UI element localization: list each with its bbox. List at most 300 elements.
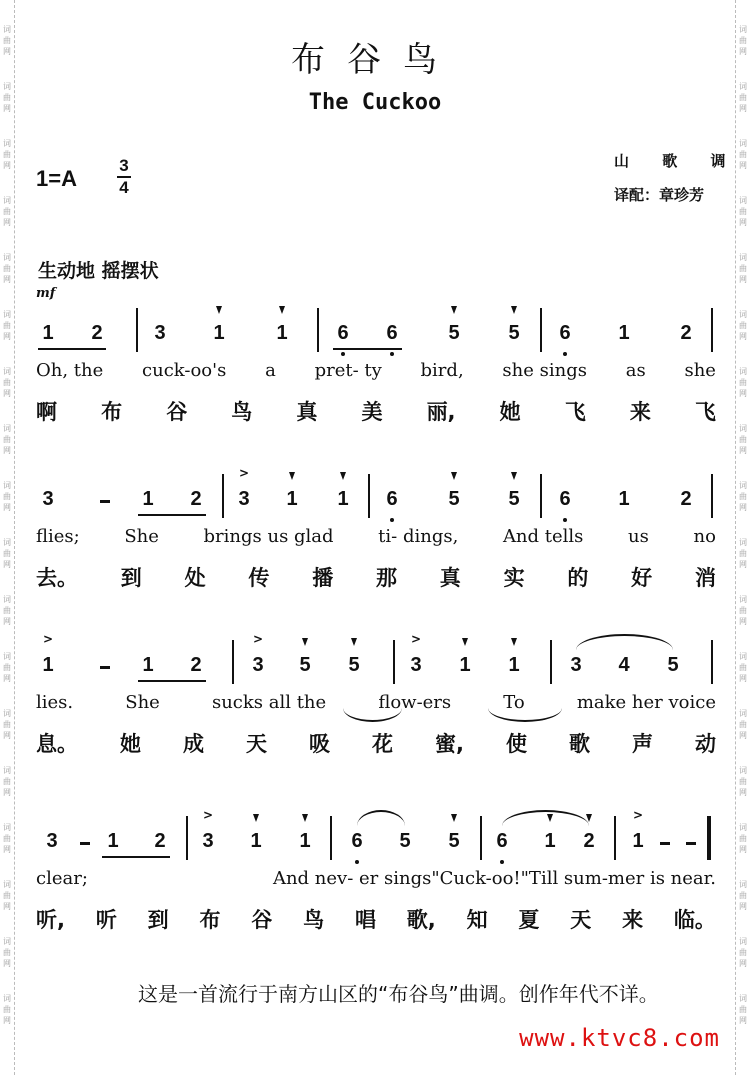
lyrics-english [36,526,716,547]
note: 5 [508,322,520,344]
lyric-char: 声 [631,732,653,756]
note: 3 [238,488,250,510]
margin-glyph: 词 [3,595,11,604]
margin-glyph: 网 [3,275,11,284]
accent-mark: > [252,632,264,646]
lyric-char: 歌 [568,732,590,756]
margin-glyph: 曲 [739,777,747,786]
bar-line [550,640,552,684]
margin-glyph: 曲 [3,150,11,159]
key-signature: 1=A [36,166,77,191]
lyric-word: She [125,692,160,713]
margin-glyph: 词 [739,139,747,148]
bar-line [330,816,332,860]
margin-glyph: 词 [739,595,747,604]
lyric-char: 传 [248,566,270,590]
note: 1 [42,322,54,344]
lyric-word: she sings [502,360,587,381]
margin-glyph: 网 [739,446,747,455]
note: 1 [42,654,54,676]
lyric-char: 真 [439,566,461,590]
margin-glyph: 曲 [739,93,747,102]
margin-glyph: 词 [739,82,747,91]
tempo-marking: 生动地 摇摆状 [38,260,159,282]
note: 3 [202,830,214,852]
lyric-char: 成 [183,732,204,756]
margin-glyph: 词 [3,196,11,205]
slur [357,810,405,826]
margin-glyph: 词 [739,823,747,832]
margin-glyph: 网 [3,332,11,341]
staccato-mark [511,638,517,646]
margin-glyph: 网 [3,104,11,113]
margin-glyph: 网 [739,218,747,227]
lyric-char: 播 [312,566,334,590]
bar-line [393,640,395,684]
accent-mark: > [42,632,54,646]
note: 1 [142,654,154,676]
margin-glyph: 词 [3,253,11,262]
lyric-word: And tells [502,526,584,547]
note: 1 [299,830,311,852]
lyric-char: 到 [147,908,169,932]
margin-glyph: 网 [739,731,747,740]
staccato-mark [451,814,457,822]
margin-glyph: 词 [3,994,11,1003]
note: 2 [154,830,166,852]
note: 3 [46,830,58,852]
lyrics-chinese [36,904,716,934]
bar-line [711,474,713,518]
footnote-text: 这是一首流行于南方山区的“布谷鸟”曲调。创作年代不详。 [138,982,659,1006]
margin-glyph: 曲 [3,606,11,615]
margin-glyph: 词 [739,937,747,946]
margin-glyph: 曲 [739,834,747,843]
margin-glyph: 曲 [3,264,11,273]
lyric-char: 鸟 [303,908,325,932]
bar-line [711,308,713,352]
margin-glyph: 曲 [739,378,747,387]
margin-glyph: 曲 [3,834,11,843]
margin-glyph: 网 [739,389,747,398]
bar-line [480,816,482,860]
margin-glyph: 曲 [3,663,11,672]
margin-glyph: 曲 [739,264,747,273]
margin-glyph: 网 [3,446,11,455]
accent-mark: > [238,466,250,480]
note: 3 [410,654,422,676]
margin-glyph: 词 [3,82,11,91]
sustain-dash [100,666,110,669]
lyric-char: 歌, [406,908,436,932]
note: 5 [667,654,679,676]
lyrics-english [36,868,716,889]
note: 1 [632,830,644,852]
note: 2 [583,830,595,852]
margin-glyph: 曲 [3,207,11,216]
margin-glyph: 网 [739,1016,747,1025]
margin-glyph: 词 [3,880,11,889]
margin-glyph: 网 [3,389,11,398]
note: 3 [252,654,264,676]
note: 3 [570,654,582,676]
bar-line [317,308,319,352]
margin-glyph: 网 [3,731,11,740]
note: 1 [459,654,471,676]
low-octave-dot [390,352,394,356]
margin-glyph: 网 [739,902,747,911]
time-signature [116,156,132,198]
lyric-char: 临。 [673,908,716,932]
margin-glyph: 网 [739,161,747,170]
note: 6 [559,488,571,510]
lyric-char: 知 [466,908,488,932]
note: 5 [508,488,520,510]
note: 2 [91,322,103,344]
margin-glyph: 网 [3,959,11,968]
note: 6 [496,830,508,852]
staccato-mark [511,306,517,314]
margin-glyph: 曲 [3,720,11,729]
note: 2 [190,654,202,676]
time-signature-bottom: 4 [119,178,129,197]
lyrics-chinese [36,728,716,758]
margin-glyph: 曲 [739,606,747,615]
lyric-char: 消 [694,566,716,590]
margin-glyph: 曲 [3,36,11,45]
margin-glyph: 曲 [739,663,747,672]
note: 1 [508,654,520,676]
margin-glyph: 网 [3,788,11,797]
accent-mark: > [632,808,644,822]
lyric-char: 布 [199,908,221,932]
lyric-char: 布 [101,400,123,424]
lyric-word: she [684,360,716,381]
lyric-char: 天 [246,732,267,756]
left-margin-watermark [0,0,15,1075]
lyric-word: To [503,692,525,713]
margin-glyph: 词 [739,652,747,661]
note: 1 [618,322,630,344]
lyric-char: 听, [36,908,65,932]
margin-glyph: 词 [739,25,747,34]
eighth-note-beam [138,514,206,516]
lyric-char: 到 [120,566,142,590]
lyric-char: 花 [372,732,393,756]
lyric-char: 飞 [564,400,586,424]
margin-glyph: 网 [739,104,747,113]
lyric-char: 丽, [426,400,456,424]
lyric-word: no [693,526,716,547]
lyric-char: 来 [622,908,644,932]
margin-glyph: 网 [3,617,11,626]
lyric-word: ti- dings, [378,526,459,547]
margin-glyph: 曲 [3,321,11,330]
bar-line [540,474,542,518]
margin-glyph: 词 [739,880,747,889]
staccato-mark [302,638,308,646]
lyric-char: 啊 [36,400,57,424]
bar-line [707,816,711,860]
eighth-note-beam [333,348,402,350]
lyric-char: 处 [184,566,206,590]
lyric-char: 唱 [354,908,376,932]
margin-glyph: 网 [3,674,11,683]
margin-glyph: 曲 [3,435,11,444]
site-watermark: www.ktvc8.com [519,1024,720,1052]
margin-glyph: 网 [739,959,747,968]
margin-glyph: 网 [3,902,11,911]
bar-line [186,816,188,860]
margin-glyph: 曲 [739,549,747,558]
lyric-word: make her voice [576,692,716,713]
margin-glyph: 网 [739,845,747,854]
lyric-word: us [628,526,649,547]
genre-credit: 山 歌 调 [614,152,740,170]
margin-glyph: 曲 [739,1005,747,1014]
note: 2 [190,488,202,510]
note: 5 [348,654,360,676]
lyric-char: 谷 [251,908,273,932]
lyrics-chinese [36,396,716,426]
note: 5 [299,654,311,676]
margin-glyph: 词 [3,709,11,718]
sustain-dash [660,842,670,845]
staccato-mark [451,472,457,480]
lyric-char: 息。 [36,732,78,756]
bar-line [711,640,713,684]
margin-glyph: 曲 [739,207,747,216]
margin-glyph: 词 [739,310,747,319]
margin-glyph: 曲 [739,435,747,444]
lyric-char: 蜜, [435,732,464,756]
note: 6 [386,488,398,510]
margin-glyph: 词 [3,937,11,946]
margin-glyph: 词 [3,367,11,376]
lyric-char: 她 [499,400,521,424]
accent-mark: > [202,808,214,822]
margin-glyph: 网 [3,161,11,170]
note: 6 [351,830,363,852]
eighth-note-beam [138,680,206,682]
staccato-mark [340,472,346,480]
bar-line [222,474,224,518]
margin-glyph: 网 [739,275,747,284]
note: 1 [276,322,288,344]
margin-glyph: 词 [739,994,747,1003]
lyric-char: 动 [694,732,716,756]
margin-glyph: 曲 [3,948,11,957]
note: 1 [337,488,349,510]
lyric-char: 听 [95,908,117,932]
margin-glyph: 曲 [739,150,747,159]
margin-glyph: 网 [739,560,747,569]
margin-glyph: 网 [739,332,747,341]
note: 6 [559,322,571,344]
margin-glyph: 词 [739,766,747,775]
staccato-mark [279,306,285,314]
margin-glyph: 曲 [3,378,11,387]
lyric-char: 夏 [518,908,540,932]
sustain-dash [100,500,110,503]
time-signature-top: 3 [119,156,129,175]
margin-glyph: 词 [3,424,11,433]
note: 6 [386,322,398,344]
accent-mark: > [410,632,422,646]
margin-glyph: 网 [739,617,747,626]
staccato-mark [289,472,295,480]
lyric-char: 吸 [309,732,330,756]
margin-glyph: 曲 [3,492,11,501]
lyric-char: 来 [629,400,651,424]
margin-glyph: 词 [3,766,11,775]
margin-glyph: 曲 [739,321,747,330]
margin-glyph: 曲 [3,93,11,102]
note: 2 [680,322,692,344]
note: 5 [399,830,411,852]
staccato-mark [216,306,222,314]
lyric-char: 美 [361,400,383,424]
note: 5 [448,322,460,344]
margin-glyph: 曲 [3,1005,11,1014]
note: 2 [680,488,692,510]
margin-glyph: 词 [3,139,11,148]
margin-glyph: 网 [3,1016,11,1025]
lyric-word: pret- ty [314,360,382,381]
margin-glyph: 网 [3,47,11,56]
low-octave-dot [390,518,394,522]
margin-glyph: 曲 [3,549,11,558]
low-octave-dot [355,860,359,864]
lyric-char: 天 [570,908,592,932]
margin-glyph: 网 [739,788,747,797]
margin-glyph: 曲 [3,777,11,786]
margin-glyph: 词 [739,424,747,433]
note: 5 [448,488,460,510]
lyric-char: 鸟 [231,400,253,424]
margin-glyph: 词 [739,253,747,262]
translator-credit: 译配：章珍芳 [614,186,705,204]
note: 5 [448,830,460,852]
lyric-char: 去。 [36,566,78,590]
margin-glyph: 词 [739,196,747,205]
note: 4 [618,654,630,676]
eighth-note-beam [102,856,170,858]
margin-glyph: 曲 [739,948,747,957]
slur [502,810,589,826]
lyric-word: clear; [36,868,88,889]
lyric-word: And nev- er sings"Cuck-oo!"Till sum-mer is near. [272,868,716,889]
staccato-mark [253,814,259,822]
margin-glyph: 曲 [739,891,747,900]
margin-glyph: 曲 [739,720,747,729]
margin-glyph: 词 [739,481,747,490]
lyric-char: 那 [375,566,397,590]
bar-line [540,308,542,352]
low-octave-dot [341,352,345,356]
lyric-char: 谷 [166,400,188,424]
lyric-char: 使 [505,732,527,756]
low-octave-dot [500,860,504,864]
staccato-mark [511,472,517,480]
lyric-word: flies; [36,526,80,547]
bar-line [232,640,234,684]
bar-line [136,308,138,352]
lyric-char: 的 [567,566,589,590]
song-title-english: The Cuckoo [308,90,442,115]
margin-glyph: 网 [3,560,11,569]
note: 3 [154,322,166,344]
lyric-char: 她 [120,732,141,756]
lyric-char: 飞 [694,400,716,424]
margin-glyph: 词 [739,709,747,718]
lyrics-chinese [36,562,716,592]
staccato-mark [302,814,308,822]
margin-glyph: 词 [3,652,11,661]
note: 1 [618,488,630,510]
bar-line [614,816,616,860]
margin-glyph: 曲 [3,891,11,900]
staccato-mark [351,638,357,646]
margin-glyph: 词 [3,823,11,832]
margin-glyph: 词 [739,538,747,547]
bar-line [368,474,370,518]
lyric-word: Oh, the [36,360,104,381]
note: 1 [107,830,119,852]
note: 3 [42,488,54,510]
lyric-word: lies. [36,692,74,713]
lyric-char: 真 [296,400,318,424]
lyric-word: as [625,360,646,381]
lyric-word: She [124,526,159,547]
margin-glyph: 词 [3,310,11,319]
lyric-word: a [265,360,276,381]
margin-glyph: 网 [739,674,747,683]
lyric-word: sucks all the [211,692,327,713]
song-title-chinese: 布谷鸟 [291,40,459,80]
margin-glyph: 词 [739,367,747,376]
lyric-word: brings us glad [203,526,334,547]
low-octave-dot [563,352,567,356]
lyric-char: 好 [631,566,653,590]
sustain-dash [686,842,696,845]
eighth-note-beam [38,348,106,350]
margin-glyph: 网 [3,845,11,854]
note: 1 [213,322,225,344]
note: 1 [286,488,298,510]
lyric-char: 实 [503,566,525,590]
low-octave-dot [563,518,567,522]
note: 1 [544,830,556,852]
margin-glyph: 词 [3,538,11,547]
margin-glyph: 曲 [739,36,747,45]
note: 1 [250,830,262,852]
margin-glyph: 曲 [739,492,747,501]
margin-glyph: 词 [3,481,11,490]
margin-glyph: 网 [739,503,747,512]
staccato-mark [451,306,457,314]
note: 6 [337,322,349,344]
staccato-mark [462,638,468,646]
slur [576,634,673,650]
margin-glyph: 网 [739,47,747,56]
lyrics-english [36,360,716,381]
sustain-dash [80,842,90,845]
lyric-word: cuck-oo's [142,360,227,381]
lyrics-english [36,692,716,713]
margin-glyph: 网 [3,503,11,512]
margin-glyph: 网 [3,218,11,227]
